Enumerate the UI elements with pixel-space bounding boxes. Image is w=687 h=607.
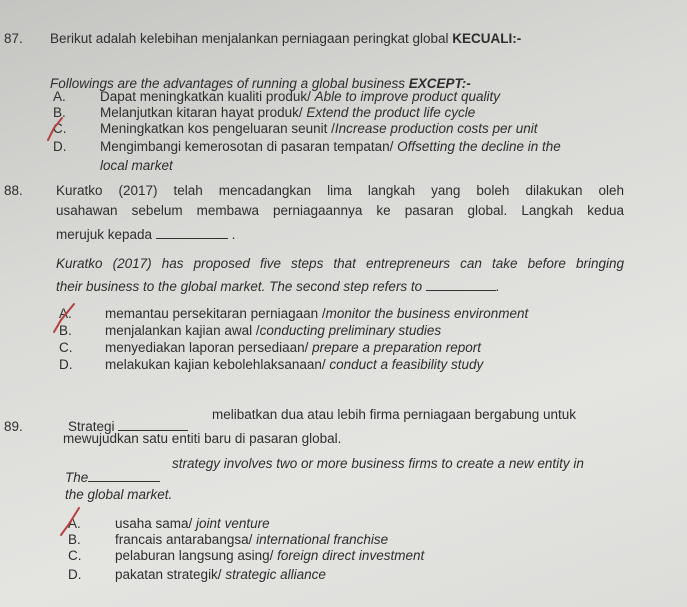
- q89-ms-pre: Strategi: [68, 419, 115, 434]
- option-ms: melakukan kajian kebolehlaksanaan/: [105, 357, 330, 372]
- option-text: [100, 139, 561, 155]
- q89-option-c[interactable]: [68, 548, 425, 564]
- q88-number: 88.: [4, 183, 23, 198]
- option-ms: memantau persekitaran perniagaan /: [105, 306, 326, 321]
- q88-option-b[interactable]: [59, 323, 442, 339]
- option-ms: usaha sama/: [115, 516, 197, 531]
- option-en: international franchise: [256, 532, 389, 547]
- option-letter: A.: [53, 89, 66, 104]
- q87-except-ms: KECUALI:-: [452, 31, 522, 46]
- q88-option-c[interactable]: [59, 340, 481, 356]
- q87-option-c[interactable]: [53, 121, 538, 137]
- q88-ms-line2: usahawan sebelum membawa perniagaannya ke pasaran global. Langkah kedua: [56, 203, 624, 218]
- option-letter: D.: [68, 567, 82, 582]
- option-ms: menyediakan laporan persediaan/: [105, 340, 313, 355]
- q87-number: 87.: [4, 31, 23, 46]
- option-text: [105, 340, 481, 356]
- option-ms: francais antarabangsa/: [115, 532, 257, 547]
- option-ms: Dapat meningkatkan kualiti produk/: [100, 89, 315, 104]
- option-letter: D.: [59, 357, 73, 372]
- q89-en-pre: The: [65, 470, 89, 485]
- answer-blank: [88, 470, 160, 482]
- option-en: Able to improve product quality: [314, 89, 500, 104]
- q88-en-text: their business to the global market. The second step refers to: [56, 279, 423, 294]
- q89-en-post: strategy involves two or more business firms to create a new entity in: [172, 456, 584, 471]
- option-text: [100, 105, 475, 121]
- q87-option-a[interactable]: [53, 89, 500, 105]
- q87-option-d[interactable]: [53, 139, 561, 155]
- q88-en-line2: their business to the global market. The second step refers to .: [56, 279, 500, 294]
- option-text: [100, 121, 538, 137]
- option-ms: pakatan strategik/: [115, 567, 226, 582]
- q89-number: 89.: [4, 419, 23, 434]
- answer-blank: [118, 419, 188, 431]
- option-letter: A.: [59, 306, 72, 321]
- option-en: prepare a preparation report: [312, 340, 481, 355]
- q89-option-a[interactable]: [68, 516, 270, 532]
- q89-option-b[interactable]: [68, 532, 389, 548]
- answer-blank: [426, 279, 496, 291]
- q87-option-b[interactable]: [53, 105, 476, 121]
- option-text: [115, 567, 326, 583]
- option-letter: C.: [53, 121, 67, 136]
- option-letter: A.: [68, 516, 81, 531]
- q88-option-d[interactable]: [59, 357, 484, 373]
- option-letter: C.: [68, 548, 82, 563]
- option-letter: D.: [53, 139, 67, 154]
- option-en: foreign direct investment: [277, 548, 425, 563]
- q88-ms-text: merujuk kepada: [56, 227, 153, 242]
- option-en: strategic alliance: [225, 567, 326, 582]
- option-en: Increase production costs per unit: [334, 121, 538, 136]
- answer-blank: [156, 227, 228, 239]
- q88-ms-line3: merujuk kepada .: [56, 227, 236, 242]
- option-en: joint venture: [196, 516, 270, 531]
- option-ms: Meningkatkan kos pengeluaran seunit /: [100, 121, 335, 136]
- option-en: Extend the product life cycle: [306, 105, 476, 120]
- option-en: monitor the business environment: [325, 306, 529, 321]
- option-text: [115, 548, 424, 564]
- option-en: Offsetting the decline in the: [397, 139, 561, 154]
- q89-en-line2: the global market.: [65, 487, 173, 502]
- q89-en-line1a: [65, 470, 160, 486]
- option-letter: B.: [59, 323, 72, 338]
- option-en: conduct a feasibility study: [329, 357, 484, 372]
- option-text: [115, 532, 388, 548]
- q87-en-text: Followings are the advantages of running a global business: [50, 76, 409, 91]
- q89-ms-line2: mewujudkan satu entiti baru di pasaran global.: [63, 431, 342, 446]
- q88-en-line1: Kuratko (2017) has proposed five steps that entrepreneurs can take before bringing: [56, 256, 624, 271]
- option-ms: menjalankan kajian awal /: [105, 323, 260, 338]
- q89-option-d[interactable]: [68, 567, 326, 583]
- option-ms: Mengimbangi kemerosotan di pasaran tempatan/: [100, 139, 398, 154]
- q87-except-en: EXCEPT:-: [408, 76, 471, 91]
- q87-option-d-cont: local market: [100, 158, 173, 173]
- option-text: [105, 357, 483, 373]
- q88-option-a[interactable]: [59, 306, 529, 322]
- option-ms: pelaburan langsung asing/: [115, 548, 278, 563]
- option-text: [105, 323, 441, 339]
- q89-ms-post: melibatkan dua atau lebih firma perniagaan bergabung untuk: [212, 407, 577, 422]
- option-text: [100, 89, 500, 105]
- option-text: [105, 306, 528, 322]
- option-letter: C.: [59, 340, 73, 355]
- q87-question-ms: [50, 31, 521, 47]
- option-ms: Melanjutkan kitaran hayat produk/: [100, 105, 307, 120]
- q88-ms-line1: Kuratko (2017) telah mencadangkan lima langkah yang boleh dilakukan oleh: [56, 183, 624, 198]
- q87-ms-text: Berikut adalah kelebihan menjalankan perniagaan peringkat global: [50, 31, 453, 46]
- option-en: conducting preliminary studies: [259, 323, 442, 338]
- option-text: [115, 516, 270, 532]
- option-letter: B.: [53, 105, 66, 120]
- option-letter: B.: [68, 532, 81, 547]
